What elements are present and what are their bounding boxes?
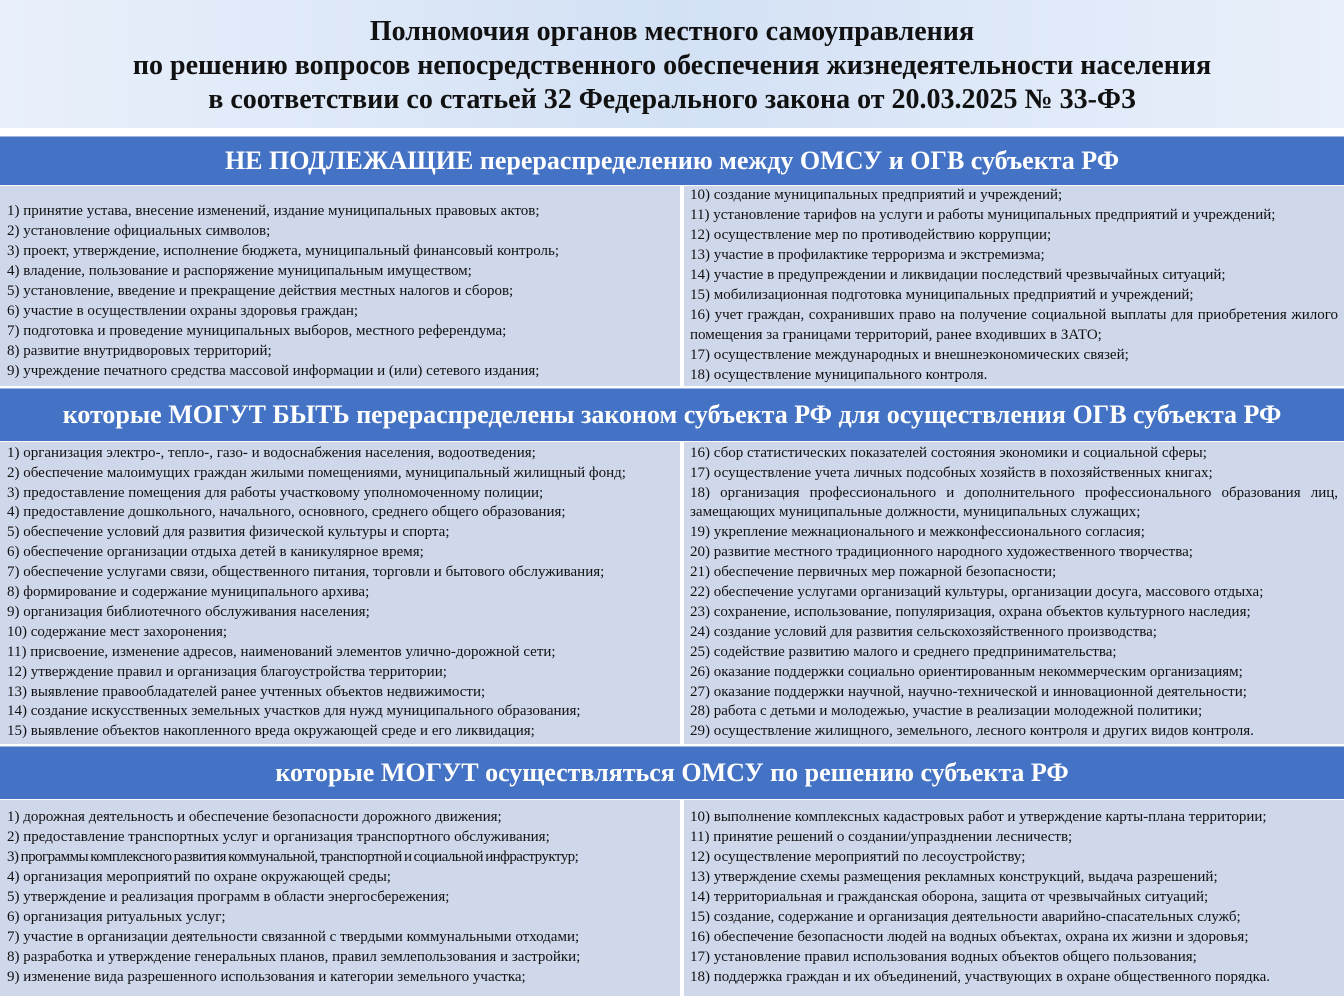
section-2-left-list [0,442,680,744]
list-item: 4) организация мероприятий по охране окружающей среды; [7,869,391,886]
list-item: 8) развитие внутридворовых территорий; [7,342,272,359]
list-item: 5) утверждение и реализация программ в области энергосбережения; [7,889,450,906]
list-item: 10) содержание мест захоронения; [7,623,228,640]
section-1-panel [0,186,1344,386]
list-item: 23) сохранение, использование, популяризация, охрана объектов культурного наследия; [690,603,1251,620]
list-item: 1) организация электро-, тепло-, газо- и водоснабжения населения, водоотведения; [7,444,536,461]
list-item: 7) подготовка и проведение муниципальных выборов, местного референдума; [7,322,507,339]
list-item: 12) осуществление мероприятий по лесоустройству; [690,849,1026,866]
list-item: 25) содействие развитию малого и среднего предпринимательства; [690,643,1117,660]
list-item: 15) создание, содержание и организация деятельности аварийно-спасательных служб; [690,908,1241,925]
list-item: 3) проект, утверждение, исполнение бюджета, муниципальный финансовый контроль; [7,243,560,260]
list-item: 13) участие в профилактике терроризма и экстремизма; [690,247,1045,264]
list-item: 6) участие в осуществлении охраны здоровья граждан; [7,302,359,319]
list-item: 16) сбор статистических показателей состояния экономики и социальной сферы; [690,444,1207,461]
section-3-right-list [684,800,1344,996]
section-1-right-list [684,186,1344,386]
list-item: 13) утверждение схемы размещения рекламных конструкций, выдача разрешений; [690,869,1218,886]
list-item: 2) предоставление транспортных услуг и организация транспортного обслуживания; [7,829,550,846]
section-1-heading-rest: перераспределению между ОМСУ и ОГВ субъекта РФ [473,146,1120,175]
section-3-panel [0,800,1344,996]
list-item: 9) изменение вида разрешенного использования и категории земельного участка; [7,968,526,985]
list-item: 12) утверждение правил и организация благоустройства территории; [7,663,447,680]
list-item: 15) выявление объектов накопленного вреда окружающей среде и его ликвидация; [7,723,535,740]
list-item: 18) поддержка граждан и их объединений, участвующих в охране общественного порядка. [690,968,1271,985]
list-item: 12) осуществление мер по противодействию коррупции; [690,227,1052,244]
list-item: 11) присвоение, изменение адресов, наименований элементов улично-дорожной сети; [7,643,556,660]
page-header [0,0,1344,128]
list-item: 24) создание условий для развития сельскохозяйственного производства; [690,623,1157,640]
page-title-line-1: Полномочия органов местного самоуправления [369,16,975,47]
list-item: 28) работа с детьми и молодежью, участие в реализации молодежной политики; [690,703,1203,720]
section-1-heading-emphasis: НЕ ПОДЛЕЖАЩИЕ [224,146,474,175]
list-item: 7) участие в организации деятельности связанной с твердыми коммунальными отходами; [7,928,580,945]
list-item: 10) выполнение комплексных кадастровых работ и утверждение карты-плана территории; [690,809,1267,826]
list-item: 8) формирование и содержание муниципального архива; [7,584,370,601]
list-item: 3) программы комплексного развития коммунальной, транспортной и социальной инфраструктур; [7,849,579,866]
list-item: 2) обеспечение малоимущих граждан жилыми помещениями, муниципальный жилищный фонд; [7,464,626,481]
list-item: 6) организация ритуальных услуг; [7,908,226,925]
list-item: 7) обеспечение услугами связи, общественного питания, торговли и бытового обслуживания; [7,564,605,581]
list-item: 17) установление правил использования водных объектов общего пользования; [690,948,1197,965]
list-item: 19) укрепление межнационального и межконфессионального согласия; [690,524,1145,541]
section-1-heading [0,136,1344,185]
list-item: 16) обеспечение безопасности людей на водных объектах, охрана их жизни и здоровья; [690,928,1249,945]
section-2-heading: которые МОГУТ БЫТЬ перераспределены законом субъекта РФ для осуществления ОГВ субъекта РФ [0,388,1344,441]
list-item: 5) установление, введение и прекращение действия местных налогов и сборов; [7,283,514,300]
page-title-line-3: в соответствии со статьей 32 Федерального закона от 20.03.2025 № 33-ФЗ [208,84,1136,115]
list-item: 11) принятие решений о создании/упразднении лесничеств; [690,829,1073,846]
list-item: 18) осуществление муниципального контроля. [690,366,988,383]
list-item: 29) осуществление жилищного, земельного, лесного контроля и других видов контроля. [690,723,1254,740]
list-item: 9) учреждение печатного средства массовой информации и (или) сетевого издания; [7,362,540,379]
list-item: 14) создание искусственных земельных участков для нужд муниципального образования; [7,703,581,720]
list-item: 8) разработка и утверждение генеральных планов, правил землепользования и застройки; [7,948,581,965]
list-item: 20) развитие местного традиционного народного художественного творчества; [690,544,1193,561]
list-item: 10) создание муниципальных предприятий и учреждений; [690,187,1063,204]
list-item: 18) организация профессионального и дополнительного профессионального образования лиц, замещающих муниципальные должности, муниципальных служащих; [690,484,1338,521]
list-item: 6) обеспечение организации отдыха детей в каникулярное время; [7,544,424,561]
list-item: 22) обеспечение услугами организаций культуры, организации досуга, массового отдыха; [690,584,1264,601]
list-item: 15) мобилизационная подготовка муниципальных предприятий и учреждений; [690,287,1194,303]
section-1-left-list [0,186,680,386]
list-item: 9) организация библиотечного обслуживания населения; [7,603,370,620]
list-item: 16) учет граждан, сохранивших право на получение социальной выплаты для приобретения жилого помещения за границами территорий, ранее входивших в ЗАТО; [690,306,1338,343]
list-item: 13) выявление правообладателей ранее учтенных объектов недвижимости; [7,683,486,700]
list-item: 21) обеспечение первичных мер пожарной безопасности; [690,564,1057,581]
list-item: 14) участие в предупреждении и ликвидации последствий чрезвычайных ситуаций; [690,267,1226,284]
list-item: 11) установление тарифов на услуги и работы муниципальных предприятий и учреждений; [690,207,1276,224]
section-3-left-list [0,800,680,996]
list-item: 17) осуществление международных и внешнеэкономических связей; [690,346,1129,363]
section-3-heading: которые МОГУТ осуществляться ОМСУ по решению субъекта РФ [0,746,1344,799]
list-item: 3) предоставление помещения для работы участковому уполномоченному полиции; [7,484,544,501]
list-item: 4) предоставление дошкольного, начального, основного, среднего общего образования; [7,504,566,521]
list-item: 5) обеспечение условий для развития физической культуры и спорта; [7,524,450,541]
list-item: 2) установление официальных символов; [7,223,271,240]
list-item: 14) территориальная и гражданская оборона, защита от чрезвычайных ситуаций; [690,889,1209,906]
list-item: 4) владение, пользование и распоряжение муниципальным имуществом; [7,263,472,280]
section-2-right-list [684,442,1344,744]
list-item: 1) дорожная деятельность и обеспечение безопасности дорожного движения; [7,809,502,826]
list-item: 1) принятие устава, внесение изменений, издание муниципальных правовых актов; [7,203,540,220]
list-item: 26) оказание поддержки социально ориентированным некоммерческим организациям; [690,663,1243,680]
page-title-line-2: по решению вопросов непосредственного обеспечения жизнедеятельности населения [132,50,1212,81]
list-item: 27) оказание поддержки научной, научно-технической и инновационной деятельности; [690,683,1247,700]
section-2-panel [0,442,1344,744]
list-item: 17) осуществление учета личных подсобных хозяйств в похозяйственных книгах; [690,464,1213,481]
